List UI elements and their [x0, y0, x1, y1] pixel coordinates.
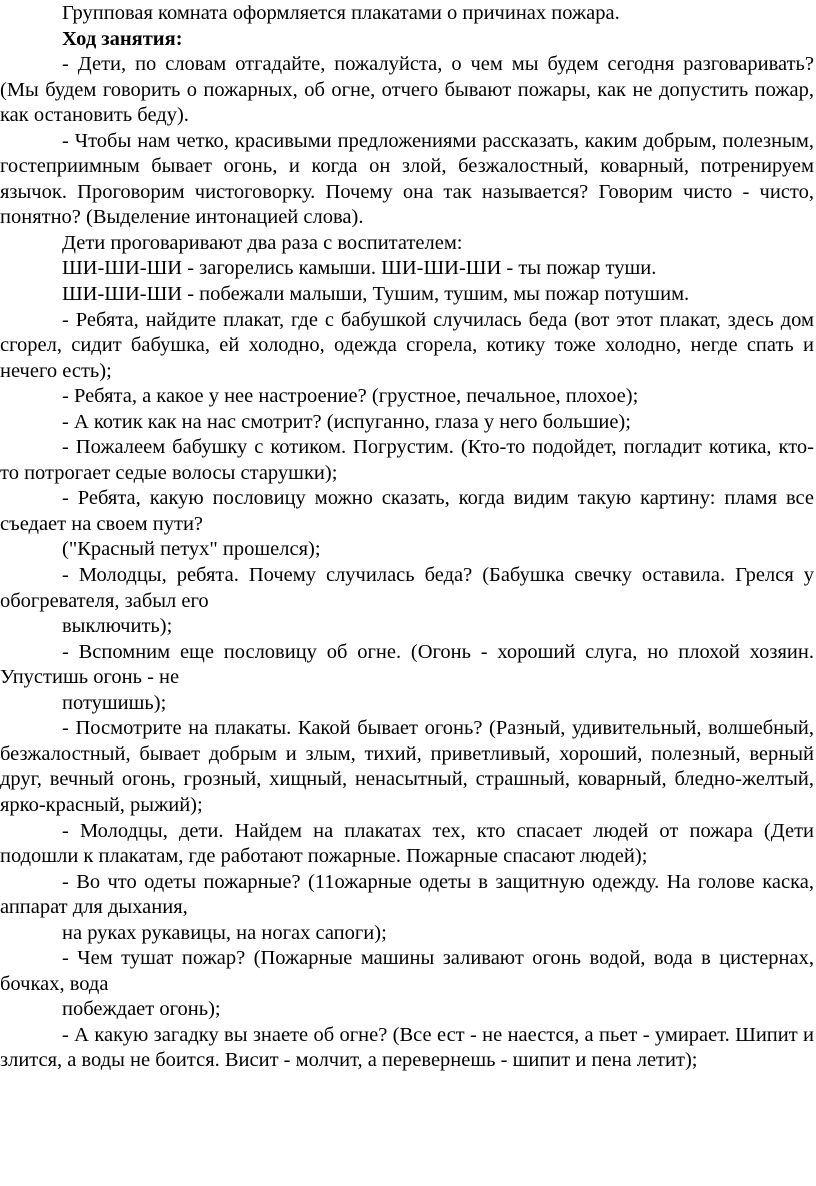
- body-paragraph: - Дети, по словам отгадайте, пожалуйста, о чем мы будем сегодня разговаривать? (Мы будем говорить о пожарных, об огне, отчего бывают пожары, как не допустить пожар, как остановить беду).: [0, 53, 814, 127]
- body-paragraph: - Ребята, какую пословицу можно сказать, когда видим такую картину: пламя все съедает на своем пути?: [0, 487, 814, 535]
- body-paragraph: - Чем тушат пожар? (Пожарные машины заливают огонь водой, вода в цистернах, бочках, вода: [0, 947, 814, 995]
- body-paragraph: - Пожалеем бабушку с котиком. Погрустим. (Кто-то подойдет, погладит котика, кто-то потрогает седые волосы старушки);: [0, 436, 814, 484]
- body-paragraph: Дети проговаривают два раза с воспитателем:: [62, 231, 463, 254]
- body-paragraph: - Ребята, найдите плакат, где с бабушкой случилась беда (вот этот плакат, здесь дом сгорел, сидит бабушка, ей холодно, одежда сгорела, котику тоже холодно, негде спать и нечего есть);: [0, 308, 814, 382]
- body-paragraph: ("Красный петух" прошелся);: [62, 538, 321, 561]
- body-paragraph: - Ребята, а какое у нее настроение? (грустное, печальное, плохое);: [62, 385, 639, 408]
- continuation-line: потушишь);: [62, 691, 167, 714]
- body-paragraph: - Посмотрите на плакаты. Какой бывает огонь? (Разный, удивительный, волшебный, безжалостный, бывает добрым и злым, тихий, приветливый, хороший, полезный, верный друг, вечный огонь, грозный, хищный, ненасытный, страшный, коварный, бледно-желтый, ярко-красный, рыжий);: [0, 717, 814, 816]
- body-paragraph: ШИ-ШИ-ШИ - загорелись камыши. ШИ-ШИ-ШИ - ты пожар туши.: [62, 257, 657, 280]
- continuation-line: побеждает огонь);: [62, 998, 221, 1021]
- body-text: [0, 52, 814, 1074]
- intro-paragraph: Групповая комната оформляется плакатами о причинах пожара.: [62, 2, 620, 24]
- body-paragraph: ШИ-ШИ-ШИ - побежали малыши, Тушим, тушим, мы пожар потушим.: [62, 283, 690, 306]
- body-paragraph: - А котик как на нас смотрит? (испуганно, глаза у него большие);: [62, 410, 631, 433]
- continuation-line: на руках рукавицы, на ногах сапоги);: [62, 921, 387, 944]
- body-paragraph: - А какую загадку вы знаете об огне? (Все ест - не наестся, а пьет - умирает. Шипит и злится, а воды не боится. Висит - молчит, а перевернешь - шипит и пена летит);: [0, 1023, 814, 1072]
- continuation-line: выключить);: [62, 615, 173, 638]
- body-paragraph: - Чтобы нам четко, красивыми предложениями рассказать, каким добрым, полезным, гостеприимным бывает огонь, и когда он злой, безжалостный, коварный, потренируем язычок. Проговорим чистоговорку. Почему она так называется? Говорим чисто - чисто, понятно? (Выделение интонацией слова).: [0, 129, 814, 229]
- body-paragraph: - Во что одеты пожарные? (11ожарные одеты в защитную одежду. На голове каска, аппарат для дыхания,: [0, 870, 814, 919]
- body-paragraph: - Вспомним еще пословицу об огне. (Огонь - хороший слуга, но плохой хозяин. Упустишь огонь - не: [0, 640, 814, 689]
- body-paragraph: - Молодцы, дети. Найдем на плакатах тех, кто спасает людей от пожара (Дети подошли к плакатам, где работают пожарные. Пожарные спасают людей);: [0, 819, 814, 868]
- body-paragraph: - Молодцы, ребята. Почему случилась беда? (Бабушка свечку оставила. Грелся у обогревателя, забыл его: [0, 564, 814, 612]
- section-heading: Ход занятия:: [62, 27, 183, 50]
